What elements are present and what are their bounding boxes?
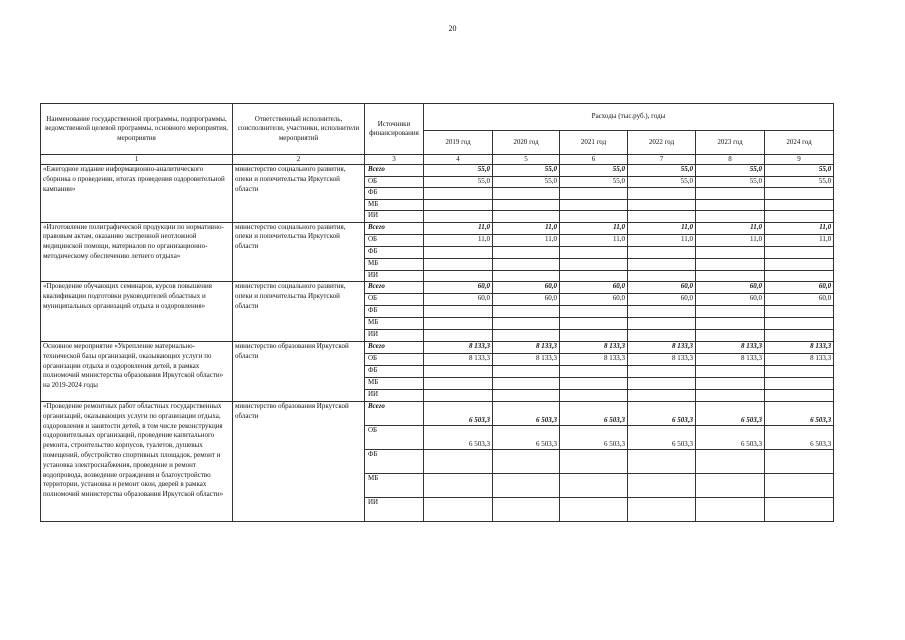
total-value-cell: 60,0 xyxy=(628,282,696,294)
funding-source: ИИ xyxy=(365,211,424,223)
value-cell: 11,0 xyxy=(493,234,560,246)
total-value-cell: 55,0 xyxy=(628,165,696,177)
total-value-cell: 8 133,3 xyxy=(696,342,765,354)
table-row xyxy=(41,402,834,426)
header-year: 2020 год xyxy=(493,131,560,155)
value-cell xyxy=(628,246,696,258)
value-cell xyxy=(424,498,493,522)
value-cell: 8 133,3 xyxy=(628,354,696,366)
value-cell xyxy=(765,306,834,318)
value-cell xyxy=(560,318,628,330)
total-value-cell: 8 133,3 xyxy=(493,342,560,354)
value-cell xyxy=(628,199,696,211)
value-cell: 8 133,3 xyxy=(560,354,628,366)
value-cell xyxy=(628,474,696,498)
value-cell xyxy=(696,450,765,474)
column-number: 8 xyxy=(696,155,765,165)
header-program-name: Наименование государственной программы, подпрограммы, ведомственной целевой программы, основного мероприятия, мероприятия xyxy=(41,104,233,155)
value-cell xyxy=(765,318,834,330)
column-numbers-row xyxy=(41,155,834,165)
value-cell xyxy=(493,474,560,498)
value-cell xyxy=(493,366,560,378)
value-cell xyxy=(560,330,628,342)
value-cell: 55,0 xyxy=(765,176,834,188)
total-value-cell: 6 503,3 xyxy=(696,402,765,426)
value-cell xyxy=(493,378,560,390)
value-cell xyxy=(628,258,696,270)
measure-name: «Ежегодное издание информационно-аналитического сборника о проведении, итогах проведения оздоровительной кампании» xyxy=(41,165,233,223)
funding-source: ИИ xyxy=(365,498,424,522)
column-number: 9 xyxy=(765,155,834,165)
table-row xyxy=(41,342,834,354)
value-cell xyxy=(696,188,765,200)
value-cell: 6 503,3 xyxy=(765,426,834,450)
value-cell xyxy=(628,366,696,378)
value-cell xyxy=(560,306,628,318)
value-cell xyxy=(628,450,696,474)
value-cell xyxy=(765,270,834,282)
value-cell: 55,0 xyxy=(493,176,560,188)
table-row xyxy=(41,165,834,177)
value-cell xyxy=(560,211,628,223)
total-value-cell: 60,0 xyxy=(765,282,834,294)
value-cell xyxy=(765,450,834,474)
header-year: 2023 год xyxy=(696,131,765,155)
responsible-executor: министерство образования Иркутской области xyxy=(233,342,365,402)
value-cell: 6 503,3 xyxy=(628,426,696,450)
responsible-executor: министерство социального развития, опеки и попечительства Иркутской области xyxy=(233,282,365,342)
total-value-cell: 8 133,3 xyxy=(765,342,834,354)
value-cell xyxy=(696,318,765,330)
funding-source: ФБ xyxy=(365,246,424,258)
value-cell xyxy=(765,498,834,522)
value-cell xyxy=(765,199,834,211)
value-cell xyxy=(560,246,628,258)
total-value-cell: 11,0 xyxy=(424,222,493,234)
value-cell xyxy=(424,270,493,282)
value-cell xyxy=(560,378,628,390)
funding-source: МБ xyxy=(365,258,424,270)
total-value-cell: 11,0 xyxy=(493,222,560,234)
funding-source: МБ xyxy=(365,199,424,211)
value-cell: 11,0 xyxy=(765,234,834,246)
total-value-cell: 6 503,3 xyxy=(560,402,628,426)
value-cell xyxy=(424,378,493,390)
value-cell xyxy=(765,258,834,270)
value-cell xyxy=(424,474,493,498)
responsible-executor: министерство социального развития, опеки и попечительства Иркутской области xyxy=(233,165,365,223)
value-cell xyxy=(424,306,493,318)
header-year: 2019 год xyxy=(424,131,493,155)
funding-source: Всего xyxy=(365,222,424,234)
funding-source: ОБ xyxy=(365,354,424,366)
value-cell: 60,0 xyxy=(493,294,560,306)
value-cell: 6 503,3 xyxy=(560,426,628,450)
value-cell: 55,0 xyxy=(560,176,628,188)
value-cell: 60,0 xyxy=(560,294,628,306)
total-value-cell: 11,0 xyxy=(696,222,765,234)
table-row xyxy=(41,282,834,294)
funding-source: ОБ xyxy=(365,234,424,246)
measure-name: «Проведение обучающих семинаров, курсов повышения квалификации подготовки руководителей областных и муниципальных организаций отдыха и оздоровления» xyxy=(41,282,233,342)
value-cell: 6 503,3 xyxy=(493,426,560,450)
measure-name: «Изготовление полиграфической продукции по нормативно-правовым актам, оказанию экстренной неотложной медицинской помощи, материалов по организационно-методическому обеспечению летнего отдыха» xyxy=(41,222,233,282)
value-cell xyxy=(493,258,560,270)
total-value-cell: 55,0 xyxy=(765,165,834,177)
measure-name: Основное мероприятие «Укрепление материально-технической базы организаций, оказывающих услуги по организации отдыха и оздоровления детей, в рамках полномочий министерства образования Иркутской области» на 2019-2024 годы xyxy=(41,342,233,402)
value-cell xyxy=(628,378,696,390)
page-number: 20 xyxy=(448,24,457,33)
value-cell xyxy=(424,366,493,378)
value-cell xyxy=(493,246,560,258)
value-cell xyxy=(628,390,696,402)
header-year: 2022 год xyxy=(628,131,696,155)
total-value-cell: 8 133,3 xyxy=(628,342,696,354)
value-cell: 8 133,3 xyxy=(696,354,765,366)
funding-source: ФБ xyxy=(365,366,424,378)
column-number: 4 xyxy=(424,155,493,165)
total-value-cell: 60,0 xyxy=(696,282,765,294)
funding-source: МБ xyxy=(365,318,424,330)
header-year: 2024 год xyxy=(765,131,834,155)
value-cell xyxy=(493,306,560,318)
value-cell xyxy=(424,258,493,270)
value-cell: 8 133,3 xyxy=(424,354,493,366)
expenses-table xyxy=(40,103,834,522)
value-cell xyxy=(696,270,765,282)
value-cell xyxy=(493,330,560,342)
column-number: 7 xyxy=(628,155,696,165)
table-body xyxy=(41,165,834,522)
column-number: 6 xyxy=(560,155,628,165)
value-cell xyxy=(493,318,560,330)
header-funding-source: Источники финансирования xyxy=(365,104,424,155)
value-cell: 11,0 xyxy=(424,234,493,246)
total-value-cell: 6 503,3 xyxy=(765,402,834,426)
value-cell: 55,0 xyxy=(696,176,765,188)
total-value-cell: 6 503,3 xyxy=(628,402,696,426)
value-cell xyxy=(765,246,834,258)
value-cell xyxy=(493,199,560,211)
funding-source: ФБ xyxy=(365,188,424,200)
value-cell: 60,0 xyxy=(424,294,493,306)
value-cell xyxy=(765,474,834,498)
value-cell xyxy=(493,188,560,200)
value-cell xyxy=(560,474,628,498)
value-cell xyxy=(696,199,765,211)
value-cell xyxy=(696,211,765,223)
total-value-cell: 60,0 xyxy=(424,282,493,294)
funding-source: ФБ xyxy=(365,306,424,318)
funding-source: ИИ xyxy=(365,330,424,342)
total-value-cell: 11,0 xyxy=(765,222,834,234)
value-cell xyxy=(560,199,628,211)
value-cell xyxy=(628,498,696,522)
total-value-cell: 11,0 xyxy=(628,222,696,234)
value-cell xyxy=(628,330,696,342)
value-cell xyxy=(628,211,696,223)
column-number: 3 xyxy=(365,155,424,165)
funding-source: Всего xyxy=(365,402,424,426)
value-cell xyxy=(560,498,628,522)
value-cell xyxy=(696,474,765,498)
total-value-cell: 8 133,3 xyxy=(424,342,493,354)
value-cell xyxy=(696,246,765,258)
funding-source: Всего xyxy=(365,165,424,177)
total-value-cell: 60,0 xyxy=(493,282,560,294)
value-cell xyxy=(493,211,560,223)
header-expenses: Расходы (тыс.руб.), годы xyxy=(424,104,834,131)
value-cell xyxy=(424,318,493,330)
value-cell xyxy=(560,450,628,474)
value-cell xyxy=(765,211,834,223)
value-cell: 55,0 xyxy=(424,176,493,188)
value-cell xyxy=(628,306,696,318)
responsible-executor: министерство социального развития, опеки и попечительства Иркутской области xyxy=(233,222,365,282)
value-cell xyxy=(765,378,834,390)
column-number: 5 xyxy=(493,155,560,165)
funding-source: Всего xyxy=(365,342,424,354)
funding-source: ИИ xyxy=(365,390,424,402)
funding-source: Всего xyxy=(365,282,424,294)
column-number: 1 xyxy=(41,155,233,165)
value-cell xyxy=(424,330,493,342)
funding-source: ФБ xyxy=(365,450,424,474)
header-responsible: Ответственный исполнитель, соисполнители, участники, исполнители мероприятий xyxy=(233,104,365,155)
value-cell xyxy=(560,258,628,270)
funding-source: ОБ xyxy=(365,294,424,306)
total-value-cell: 6 503,3 xyxy=(424,402,493,426)
total-value-cell: 55,0 xyxy=(493,165,560,177)
value-cell: 11,0 xyxy=(696,234,765,246)
value-cell xyxy=(424,199,493,211)
funding-source: ИИ xyxy=(365,270,424,282)
value-cell: 60,0 xyxy=(765,294,834,306)
value-cell xyxy=(560,366,628,378)
column-number: 2 xyxy=(233,155,365,165)
value-cell xyxy=(628,188,696,200)
value-cell xyxy=(765,188,834,200)
value-cell xyxy=(696,498,765,522)
value-cell xyxy=(560,270,628,282)
value-cell xyxy=(696,306,765,318)
funding-source: МБ xyxy=(365,378,424,390)
value-cell xyxy=(765,366,834,378)
total-value-cell: 6 503,3 xyxy=(493,402,560,426)
header-year: 2021 год xyxy=(560,131,628,155)
value-cell xyxy=(628,270,696,282)
funding-source: ОБ xyxy=(365,176,424,188)
value-cell: 55,0 xyxy=(628,176,696,188)
total-value-cell: 55,0 xyxy=(696,165,765,177)
responsible-executor: министерство образования Иркутской области xyxy=(233,402,365,522)
value-cell xyxy=(696,390,765,402)
value-cell: 8 133,3 xyxy=(493,354,560,366)
total-value-cell: 11,0 xyxy=(560,222,628,234)
funding-source: ОБ xyxy=(365,426,424,450)
total-value-cell: 8 133,3 xyxy=(560,342,628,354)
value-cell xyxy=(424,390,493,402)
value-cell xyxy=(424,450,493,474)
value-cell: 11,0 xyxy=(628,234,696,246)
value-cell xyxy=(493,450,560,474)
table-row xyxy=(41,222,834,234)
value-cell xyxy=(560,390,628,402)
total-value-cell: 55,0 xyxy=(424,165,493,177)
value-cell: 6 503,3 xyxy=(696,426,765,450)
value-cell: 6 503,3 xyxy=(424,426,493,450)
value-cell: 8 133,3 xyxy=(765,354,834,366)
value-cell xyxy=(424,188,493,200)
value-cell xyxy=(765,390,834,402)
value-cell xyxy=(560,188,628,200)
value-cell xyxy=(765,330,834,342)
value-cell xyxy=(696,258,765,270)
funding-source: МБ xyxy=(365,474,424,498)
value-cell xyxy=(493,270,560,282)
value-cell xyxy=(696,378,765,390)
value-cell: 11,0 xyxy=(560,234,628,246)
measure-name: «Проведение ремонтных работ областных государственных организаций, оказывающих услуги по организации отдыха, оздоровления и занятости детей, в том числе реконструкция оздоровительных организаций, проведение капитального ремонта, строительство корпусов, туалетов, душевых помещений, обустройство спортивных площадок, ремонт и установка электроснабжения, проведение и ремонт водопровода, возведение ограждения и благоустройство территории, установка и ремонт окон, дверей в рамках полномочий министерства образования Иркутской области» xyxy=(41,402,233,522)
value-cell xyxy=(424,246,493,258)
value-cell xyxy=(493,390,560,402)
value-cell xyxy=(696,330,765,342)
total-value-cell: 60,0 xyxy=(560,282,628,294)
value-cell xyxy=(493,498,560,522)
value-cell: 60,0 xyxy=(628,294,696,306)
value-cell xyxy=(696,366,765,378)
value-cell xyxy=(424,211,493,223)
value-cell: 60,0 xyxy=(696,294,765,306)
value-cell xyxy=(628,318,696,330)
total-value-cell: 55,0 xyxy=(560,165,628,177)
